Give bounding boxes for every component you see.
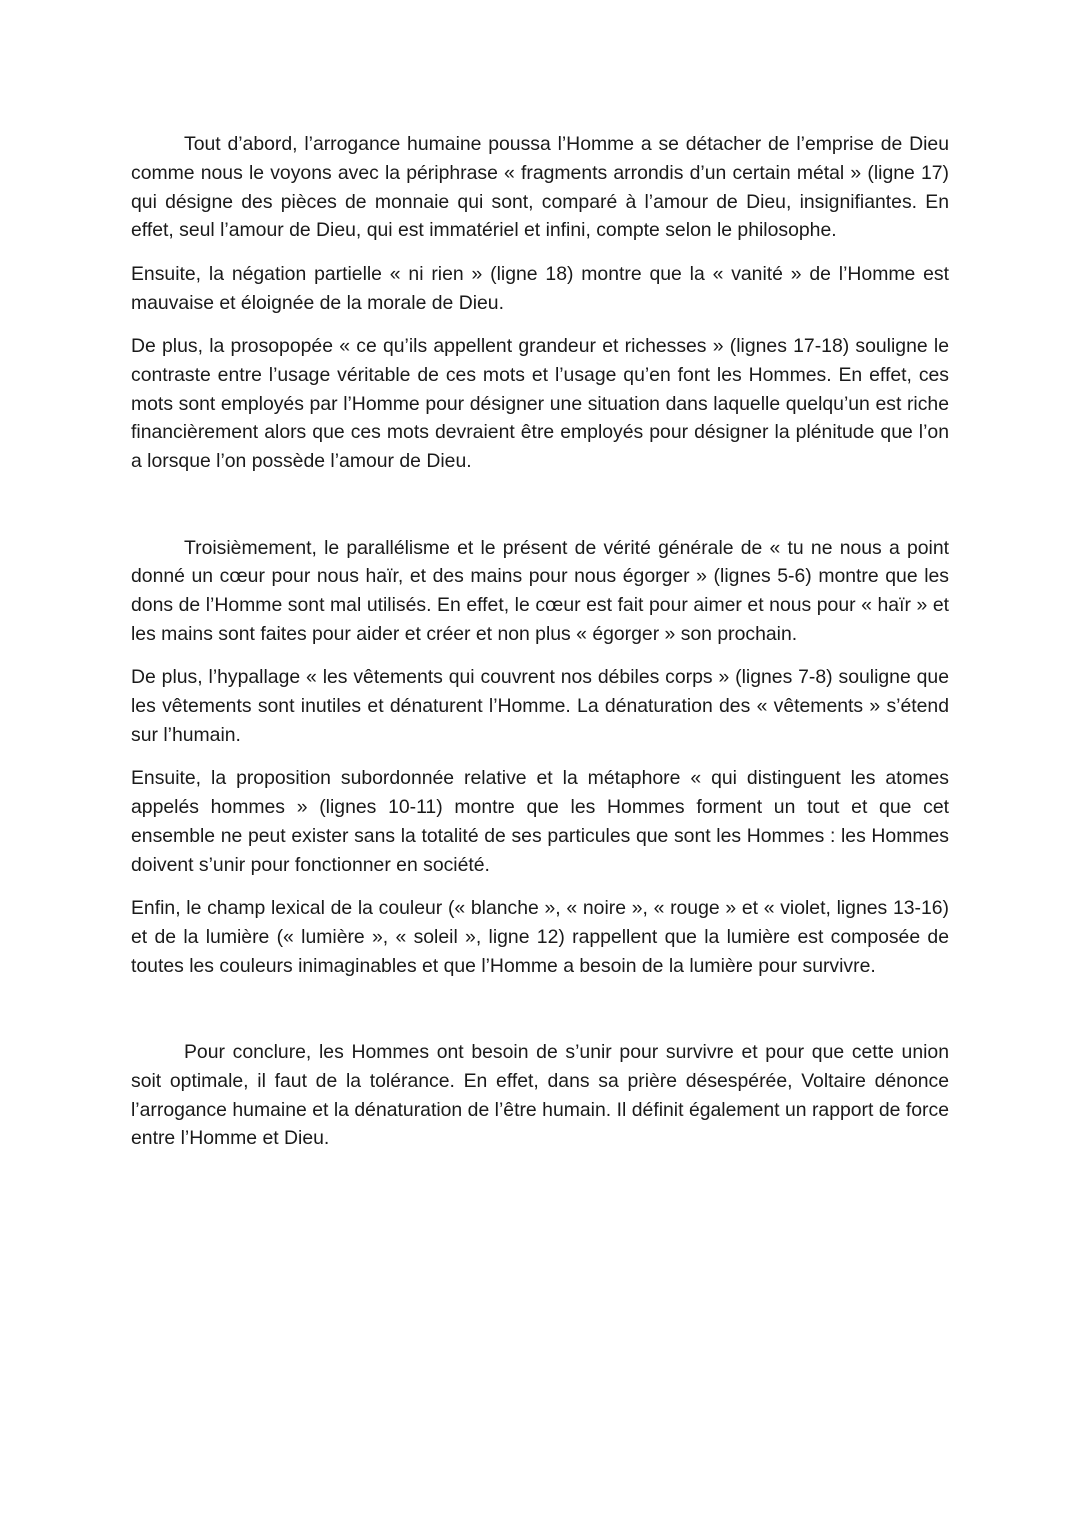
paragraph-metaphore: Ensuite, la proposition subordonnée relative et la métaphore « qui distinguent les atomes appelés hommes » (lignes 10-11) montre que les Hommes forment un tout et que cet ensemble ne peut exister sans la totalité de ses particules que sont les Hommes : les Hommes doivent s’unir pour fonctionner en société. <box>131 767 949 876</box>
section-gap <box>131 995 949 1038</box>
paragraph-champ-lexical: Enfin, le champ lexical de la couleur (« blanche », « noire », « rouge » et « violet, lignes 13-16) et de la lumière (« lumière », « soleil », ligne 12) rappellent que la lumière est composée de toutes les couleurs inimaginables et que l’Homme a besoin de la lumière pour survivre. <box>131 897 949 977</box>
document-body <box>131 130 949 1168</box>
paragraph-hypallage: De plus, l’hypallage « les vêtements qui couvrent nos débiles corps » (lignes 7-8) souligne que les vêtements sont inutiles et dénaturent l’Homme. La dénaturation des « vêtements » s’étend sur l’humain. <box>131 666 949 746</box>
paragraph-prosopopee: De plus, la prosopopée « ce qu’ils appellent grandeur et richesses » (lignes 17-18) souligne le contraste entre l’usage véritable de ces mots et l’usage qu’en font les Hommes. En effet, ces mots sont employés par l’Homme pour désigner une situation dans laquelle quelqu’un est riche financièrement alors que ces mots devraient être employés pour désigner la plénitude que l’on a lorsque l’on possède l’amour de Dieu. <box>131 334 949 473</box>
paragraph-troisiemement: Troisièmement, le parallélisme et le présent de vérité générale de « tu ne nous a point donné un cœur pour nous haïr, et des mains pour nous égorger » (lignes 5-6) montre que les dons de l’Homme sont mal utilisés. En effet, le cœur est fait pour aimer et nous pour « haïr » et les mains sont faites pour aider et créer et non plus « égorger » son prochain. <box>131 536 949 645</box>
paragraph-negation: Ensuite, la négation partielle « ni rien » (ligne 18) montre que la « vanité » de l’Homme est mauvaise et éloignée de la morale de Dieu. <box>131 262 949 314</box>
paragraph-arrogance-intro: Tout d’abord, l’arrogance humaine poussa l’Homme a se détacher de l’emprise de Dieu comme nous le voyons avec la périphrase « fragments arrondis d’un certain métal » (ligne 17) qui désigne des pièces de monnaie qui sont, comparé à l’amour de Dieu, insignifiantes. En effet, seul l’amour de Dieu, qui est immatériel et infini, compte selon le philosophe. <box>131 133 949 242</box>
section-gap <box>131 491 949 534</box>
paragraph-conclusion: Pour conclure, les Hommes ont besoin de s’unir pour survivre et pour que cette union soit optimale, il faut de la tolérance. En effet, dans sa prière désespérée, Voltaire dénonce l’arrogance humaine et la dénaturation de l’être humain. Il définit également un rapport de force entre l’Homme et Dieu. <box>131 1041 949 1150</box>
